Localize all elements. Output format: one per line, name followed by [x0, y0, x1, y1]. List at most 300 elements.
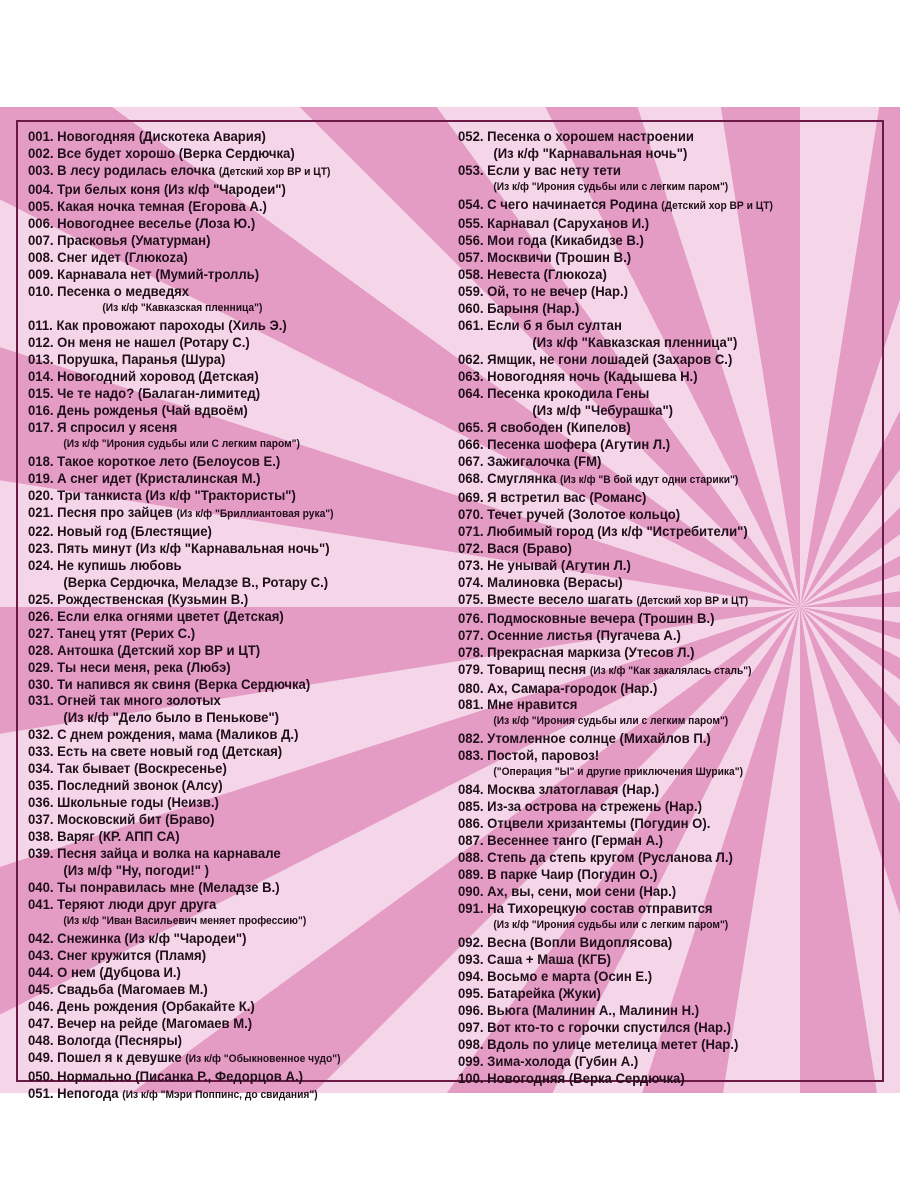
track-subtitle: (Из к/ф "Иван Васильевич меняет профессию")	[63, 915, 307, 928]
track-title: Смуглянка	[487, 469, 557, 486]
track-number: 052.	[458, 128, 484, 144]
track-entry	[458, 557, 849, 574]
track-number: 075.	[458, 590, 484, 607]
track-number: 076.	[458, 609, 484, 626]
track-title: Варяг (КР. АПП СА)	[57, 828, 180, 845]
track-number: 085.	[458, 798, 484, 815]
track-number: 003.	[28, 161, 54, 178]
track-entry	[458, 385, 849, 402]
track-title: Школьные годы (Неизв.)	[57, 794, 219, 811]
track-number: 079.	[458, 660, 484, 677]
track-title: Утомленное солнце (Михайлов П.)	[487, 730, 711, 747]
track-title: Снежинка (Из к/ф "Чародеи")	[57, 930, 247, 947]
track-entry	[28, 591, 419, 608]
track-title: Пошел я к девушке	[57, 1049, 182, 1066]
track-number: 002.	[28, 144, 54, 161]
track-entry	[28, 368, 419, 385]
track-title: В парке Чаир (Погудин О.)	[487, 866, 658, 883]
track-number: 074.	[458, 573, 484, 590]
track-entry	[458, 832, 849, 849]
track-number: 073.	[458, 556, 484, 573]
track-source: (Из к/ф "Мэри Поппинс, до свидания")	[122, 1089, 318, 1102]
track-title: Рождественская (Кузьмин В.)	[57, 590, 249, 607]
track-entry	[28, 540, 419, 557]
track-entry	[458, 470, 849, 489]
track-number: 097.	[458, 1019, 484, 1036]
track-subtitle: (Из к/ф "Кавказская пленница")	[532, 333, 738, 350]
track-number: 022.	[28, 522, 54, 539]
track-title: Вьюга (Малинин А., Малинин Н.)	[487, 1002, 700, 1019]
track-subtitle: (Из м/ф "Чебурашка")	[532, 401, 674, 418]
track-entry	[28, 1049, 419, 1068]
track-number: 006.	[28, 214, 54, 231]
track-number: 083.	[458, 747, 484, 764]
track-number: 001.	[28, 128, 54, 144]
track-entry	[28, 659, 419, 676]
track-title: Не купишь любовь	[57, 556, 182, 573]
track-number: 025.	[28, 590, 54, 607]
track-number: 015.	[28, 384, 54, 401]
track-entry	[28, 947, 419, 964]
track-title: Карнавала нет (Мумий-тролль)	[57, 265, 260, 282]
track-number: 071.	[458, 522, 484, 539]
track-title: Че те надо? (Балаган-лимитед)	[57, 384, 261, 401]
track-number: 088.	[458, 849, 484, 866]
track-entry	[458, 934, 849, 951]
track-number: 056.	[458, 231, 484, 248]
track-title: Постой, паровоз!	[487, 747, 600, 764]
track-number: 036.	[28, 794, 54, 811]
track-entry	[458, 574, 849, 591]
track-entry	[458, 1070, 849, 1087]
track-number: 038.	[28, 828, 54, 845]
track-number: 066.	[458, 435, 484, 452]
track-entry	[28, 692, 419, 709]
track-title: С днем рождения, мама (Маликов Д.)	[57, 726, 299, 743]
track-number: 084.	[458, 781, 484, 798]
track-number: 048.	[28, 1032, 54, 1049]
track-entry	[458, 610, 849, 627]
track-source: (Из к/ф "Обыкновенное чудо")	[185, 1053, 341, 1066]
track-title: Новогодняя ночь (Кадышева Н.)	[487, 367, 698, 384]
track-title: Огней так много золотых	[57, 692, 221, 709]
track-title: Москвичи (Трошин В.)	[487, 248, 632, 265]
track-number: 063.	[458, 367, 484, 384]
track-title: Как провожают пароходы (Хиль Э.)	[56, 316, 287, 333]
track-number: 005.	[28, 197, 54, 214]
track-title: Новогодняя (Верка Сердючка)	[487, 1070, 685, 1087]
track-number: 064.	[458, 384, 484, 401]
track-number: 019.	[28, 469, 54, 486]
track-title: Москва златоглавая (Нар.)	[487, 781, 660, 798]
track-title: Новогодний хоровод (Детская)	[57, 367, 259, 384]
track-entry	[458, 436, 849, 453]
track-entry	[28, 470, 419, 487]
track-subtitle: ("Операция "Ы" и другие приключения Шурика")	[493, 766, 743, 779]
track-number: 082.	[458, 730, 484, 747]
track-title: Подмосковные вечера (Трошин В.)	[487, 609, 715, 626]
track-title: Мои года (Кикабидзе В.)	[487, 231, 644, 248]
track-entry	[28, 232, 419, 249]
track-title: Порушка, Паранья (Шура)	[57, 350, 226, 367]
track-entry	[458, 849, 849, 866]
track-number: 067.	[458, 452, 484, 469]
track-title: Я спросил у ясеня	[57, 418, 178, 435]
track-entry	[28, 964, 419, 981]
track-title: Ах, Самара-городок (Нар.)	[487, 679, 658, 696]
tracklist-left-column	[28, 128, 448, 1104]
track-entry	[28, 1068, 419, 1085]
track-number: 039.	[28, 845, 54, 862]
track-title: Теряют люди друг друга	[57, 896, 217, 913]
track-title: Ах, вы, сени, мои сени (Нар.)	[487, 883, 677, 900]
track-title: Вологда (Песняры)	[57, 1032, 183, 1049]
track-number: 004.	[28, 180, 54, 197]
track-title: Снег кружится (Пламя)	[57, 947, 207, 964]
track-entry	[458, 249, 849, 266]
track-entry	[28, 998, 419, 1015]
track-entry	[458, 351, 849, 368]
track-number: 094.	[458, 968, 484, 985]
track-title: Весеннее танго (Герман А.)	[487, 832, 664, 849]
track-title: Ямщик, не гони лошадей (Захаров С.)	[487, 350, 733, 367]
track-entry	[458, 866, 849, 883]
track-entry	[458, 162, 849, 179]
track-title: Нормально (Писанка Р., Федорцов А.)	[57, 1068, 303, 1085]
track-title: Я встретил вас (Романс)	[487, 488, 647, 505]
track-entry	[458, 453, 849, 470]
track-entry	[28, 523, 419, 540]
track-title: Пять минут (Из к/ф "Карнавальная ночь")	[57, 539, 330, 556]
track-entry	[458, 661, 849, 680]
track-entry	[458, 368, 849, 385]
track-title: Если б я был султан	[487, 316, 622, 333]
tracklist-right-column	[458, 128, 878, 1087]
track-source: (Детский хор ВР и ЦТ)	[636, 594, 749, 607]
track-title: Песенка о медведях	[57, 282, 190, 299]
track-title: Зима-холода (Губин А.)	[487, 1053, 639, 1070]
track-title: Из-за острова на стрежень (Нар.)	[487, 798, 702, 815]
track-number: 030.	[28, 675, 54, 692]
track-number: 021.	[28, 503, 54, 520]
track-number: 014.	[28, 367, 54, 384]
track-entry	[28, 557, 419, 574]
track-number: 065.	[458, 418, 484, 435]
track-entry	[458, 419, 849, 436]
track-title: А снег идет (Кристалинская М.)	[57, 469, 261, 486]
track-number: 034.	[28, 760, 54, 777]
track-title: Он меня не нашел (Ротару С.)	[57, 333, 250, 350]
track-title: Зажигалочка (FM)	[487, 452, 602, 469]
track-number: 078.	[458, 643, 484, 660]
track-entry	[28, 249, 419, 266]
track-entry	[28, 504, 419, 523]
track-number: 080.	[458, 679, 484, 696]
track-title: Отцвели хризантемы (Погудин О).	[487, 815, 711, 832]
track-subtitle: (Из к/ф "Дело было в Пенькове")	[63, 709, 280, 726]
track-number: 062.	[458, 350, 484, 367]
track-number: 081.	[458, 696, 484, 713]
track-title: С чего начинается Родина	[487, 195, 658, 212]
track-entry	[28, 794, 419, 811]
track-entry	[458, 627, 849, 644]
track-number: 086.	[458, 815, 484, 832]
track-entry	[28, 896, 419, 913]
track-source: (Детский хор ВР и ЦТ)	[218, 165, 331, 178]
track-source: (Из к/ф "Бриллиантовая рука")	[176, 507, 334, 520]
track-number: 098.	[458, 1036, 484, 1053]
track-title: Течет ручей (Золотое кольцо)	[487, 505, 681, 522]
track-title: Батарейка (Жуки)	[487, 985, 601, 1002]
track-number: 026.	[28, 607, 54, 624]
track-number: 095.	[458, 985, 484, 1002]
track-entry	[28, 726, 419, 743]
track-entry	[28, 743, 419, 760]
track-title: Такое короткое лето (Белоусов Е.)	[57, 452, 281, 469]
track-title: Любимый город (Из к/ф "Истребители")	[487, 522, 748, 539]
track-number: 010.	[28, 282, 54, 299]
track-subtitle: (Из к/ф "Ирония судьбы или с легким паром")	[493, 715, 729, 728]
track-number: 032.	[28, 726, 54, 743]
track-title: Последний звонок (Алсу)	[57, 777, 223, 794]
track-title: Какая ночка темная (Егорова А.)	[57, 197, 267, 214]
track-title: Свадьба (Магомаев М.)	[57, 981, 208, 998]
track-entry	[28, 608, 419, 625]
track-number: 057.	[458, 248, 484, 265]
track-entry	[458, 798, 849, 815]
track-subtitle: (Из к/ф "Кавказская пленница")	[102, 301, 263, 314]
track-number: 061.	[458, 316, 484, 333]
track-number: 007.	[28, 231, 54, 248]
track-title: Танец утят (Рерих С.)	[57, 624, 196, 641]
track-entry	[28, 198, 419, 215]
track-number: 099.	[458, 1053, 484, 1070]
track-number: 100.	[458, 1070, 484, 1087]
track-number: 059.	[458, 282, 484, 299]
track-entry	[458, 900, 849, 917]
track-entry	[28, 930, 419, 947]
track-title: Три танкиста (Из к/ф "Трактористы")	[57, 486, 296, 503]
tracklist-frame	[16, 120, 884, 1102]
track-entry	[28, 266, 419, 283]
track-number: 096.	[458, 1002, 484, 1019]
track-title: Товарищ песня	[487, 660, 587, 677]
track-title: Весна (Вопли Видоплясова)	[487, 934, 673, 951]
track-entry	[28, 453, 419, 470]
track-title: Три белых коня (Из к/ф "Чародеи")	[57, 180, 286, 197]
track-entry	[458, 1036, 849, 1053]
track-title: Восьмо е марта (Осин Е.)	[487, 968, 653, 985]
track-entry	[28, 317, 419, 334]
track-number: 023.	[28, 539, 54, 556]
track-entry	[28, 419, 419, 436]
track-number: 017.	[28, 418, 54, 435]
track-entry	[458, 196, 849, 215]
track-number: 069.	[458, 488, 484, 505]
track-title: День рождения (Орбакайте К.)	[57, 998, 255, 1015]
track-entry	[28, 385, 419, 402]
track-title: Малиновка (Верасы)	[487, 573, 623, 590]
track-entry	[28, 777, 419, 794]
track-number: 008.	[28, 248, 54, 265]
track-title: Невеста (Глюкоza)	[487, 265, 607, 282]
track-title: Не унывай (Агутин Л.)	[487, 556, 631, 573]
track-subtitle: (Из м/ф "Ну, погоди!" )	[63, 862, 210, 879]
track-entry	[28, 334, 419, 351]
track-entry	[28, 845, 419, 862]
track-entry	[458, 696, 849, 713]
track-number: 012.	[28, 333, 54, 350]
track-entry	[28, 1015, 419, 1032]
track-entry	[28, 811, 419, 828]
track-number: 058.	[458, 265, 484, 282]
track-number: 090.	[458, 883, 484, 900]
track-entry	[458, 747, 849, 764]
track-entry	[458, 128, 849, 145]
track-subtitle: (Из к/ф "Ирония судьбы или с легким паром")	[493, 919, 729, 932]
track-title: На Тихорецкую состав отправится	[487, 900, 713, 917]
track-title: Барыня (Нар.)	[487, 299, 580, 316]
track-title: Песня про зайцев	[57, 503, 173, 520]
track-subtitle: (Из к/ф "Ирония судьбы или С легким паром")	[63, 437, 300, 450]
track-number: 020.	[28, 486, 54, 503]
track-title: Ты неси меня, река (Любэ)	[57, 658, 231, 675]
track-title: Новый год (Блестящие)	[57, 522, 212, 539]
track-entry	[28, 145, 419, 162]
track-number: 040.	[28, 879, 54, 896]
track-title: Степь да степь кругом (Русланова Л.)	[487, 849, 733, 866]
track-number: 041.	[28, 896, 54, 913]
track-title: Я свободен (Кипелов)	[487, 418, 631, 435]
track-number: 077.	[458, 626, 484, 643]
track-entry	[458, 680, 849, 697]
track-title: Вместе весело шагать	[487, 590, 633, 607]
track-number: 047.	[28, 1015, 54, 1032]
track-number: 042.	[28, 930, 54, 947]
track-number: 028.	[28, 641, 54, 658]
track-entry	[458, 951, 849, 968]
track-entry	[458, 1053, 849, 1070]
track-entry	[458, 506, 849, 523]
track-title: Так бывает (Воскресенье)	[57, 760, 227, 777]
track-title: Карнавал (Саруханов И.)	[487, 214, 650, 231]
track-number: 009.	[28, 265, 54, 282]
track-subtitle: (Из к/ф "Ирония судьбы или с легким паром")	[493, 180, 729, 193]
track-entry	[28, 760, 419, 777]
track-entry	[458, 1002, 849, 1019]
track-title: Песенка крокодила Гены	[487, 384, 650, 401]
track-entry	[458, 489, 849, 506]
track-entry	[458, 283, 849, 300]
track-number: 054.	[458, 195, 484, 212]
track-number: 093.	[458, 951, 484, 968]
track-number: 050.	[28, 1068, 54, 1085]
track-source: (Из к/ф "Как закалялась сталь")	[589, 664, 752, 677]
track-number: 072.	[458, 539, 484, 556]
track-entry	[28, 351, 419, 368]
track-title: Есть на свете новый год (Детская)	[57, 743, 283, 760]
track-number: 045.	[28, 981, 54, 998]
track-number: 091.	[458, 900, 484, 917]
track-entry	[458, 781, 849, 798]
track-number: 087.	[458, 832, 484, 849]
track-title: День рожденья (Чай вдвоём)	[57, 401, 248, 418]
track-number: 055.	[458, 214, 484, 231]
track-title: В лесу родилась елочка	[57, 161, 216, 178]
track-title: Вдоль по улице метелица метет (Нар.)	[487, 1036, 739, 1053]
track-title: Новогоднее веселье (Лоза Ю.)	[57, 214, 256, 231]
track-number: 013.	[28, 350, 54, 367]
track-number: 046.	[28, 998, 54, 1015]
track-title: Непогода	[57, 1085, 119, 1102]
track-title: Антошка (Детский хор ВР и ЦТ)	[57, 641, 261, 658]
track-number: 035.	[28, 777, 54, 794]
track-entry	[28, 828, 419, 845]
track-number: 018.	[28, 452, 54, 469]
track-number: 060.	[458, 299, 484, 316]
track-entry	[458, 730, 849, 747]
track-title: Мне нравится	[487, 696, 578, 713]
track-title: Снег идет (Глюкоza)	[57, 248, 188, 265]
track-title: Саша + Маша (КГБ)	[487, 951, 612, 968]
track-title: Осенние листья (Пугачева А.)	[487, 626, 681, 643]
track-title: О нем (Дубцова И.)	[57, 964, 181, 981]
track-entry	[28, 162, 419, 181]
track-entry	[458, 591, 849, 610]
track-title: Ти напився як свиня (Верка Сердючка)	[57, 675, 311, 692]
track-number: 051.	[28, 1085, 54, 1102]
track-entry	[28, 981, 419, 998]
track-number: 068.	[458, 469, 484, 486]
track-number: 044.	[28, 964, 54, 981]
track-title: Прекрасная маркиза (Утесов Л.)	[487, 643, 695, 660]
track-title: Вот кто-то с горочки спустился (Нар.)	[487, 1019, 732, 1036]
track-entry	[458, 317, 849, 334]
track-entry	[458, 540, 849, 557]
track-entry	[458, 883, 849, 900]
track-entry	[458, 523, 849, 540]
track-number: 070.	[458, 505, 484, 522]
track-entry	[458, 968, 849, 985]
track-entry	[458, 815, 849, 832]
track-number: 031.	[28, 692, 54, 709]
track-source: (Из к/ф "В бой идут одни старики")	[559, 473, 739, 486]
track-number: 089.	[458, 866, 484, 883]
track-entry	[28, 283, 419, 300]
track-title: Песня зайца и волка на карнавале	[57, 845, 281, 862]
track-subtitle: (Верка Сердючка, Меладзе В., Ротару С.)	[63, 573, 329, 590]
track-number: 053.	[458, 161, 484, 178]
track-entry	[28, 1085, 419, 1104]
track-number: 027.	[28, 624, 54, 641]
track-title: Прасковья (Уматурман)	[57, 231, 211, 248]
track-entry	[458, 300, 849, 317]
track-entry	[28, 676, 419, 693]
track-title: Вечер на рейде (Магомаев М.)	[57, 1015, 253, 1032]
track-number: 049.	[28, 1049, 54, 1066]
track-entry	[458, 266, 849, 283]
track-entry	[28, 215, 419, 232]
track-number: 033.	[28, 743, 54, 760]
track-entry	[28, 128, 419, 145]
track-entry	[28, 642, 419, 659]
track-entry	[458, 644, 849, 661]
track-title: Все будет хорошо (Верка Сердючка)	[57, 144, 295, 161]
track-entry	[28, 1032, 419, 1049]
track-title: Если у вас нету тети	[487, 161, 621, 178]
track-number: 037.	[28, 811, 54, 828]
track-number: 016.	[28, 401, 54, 418]
